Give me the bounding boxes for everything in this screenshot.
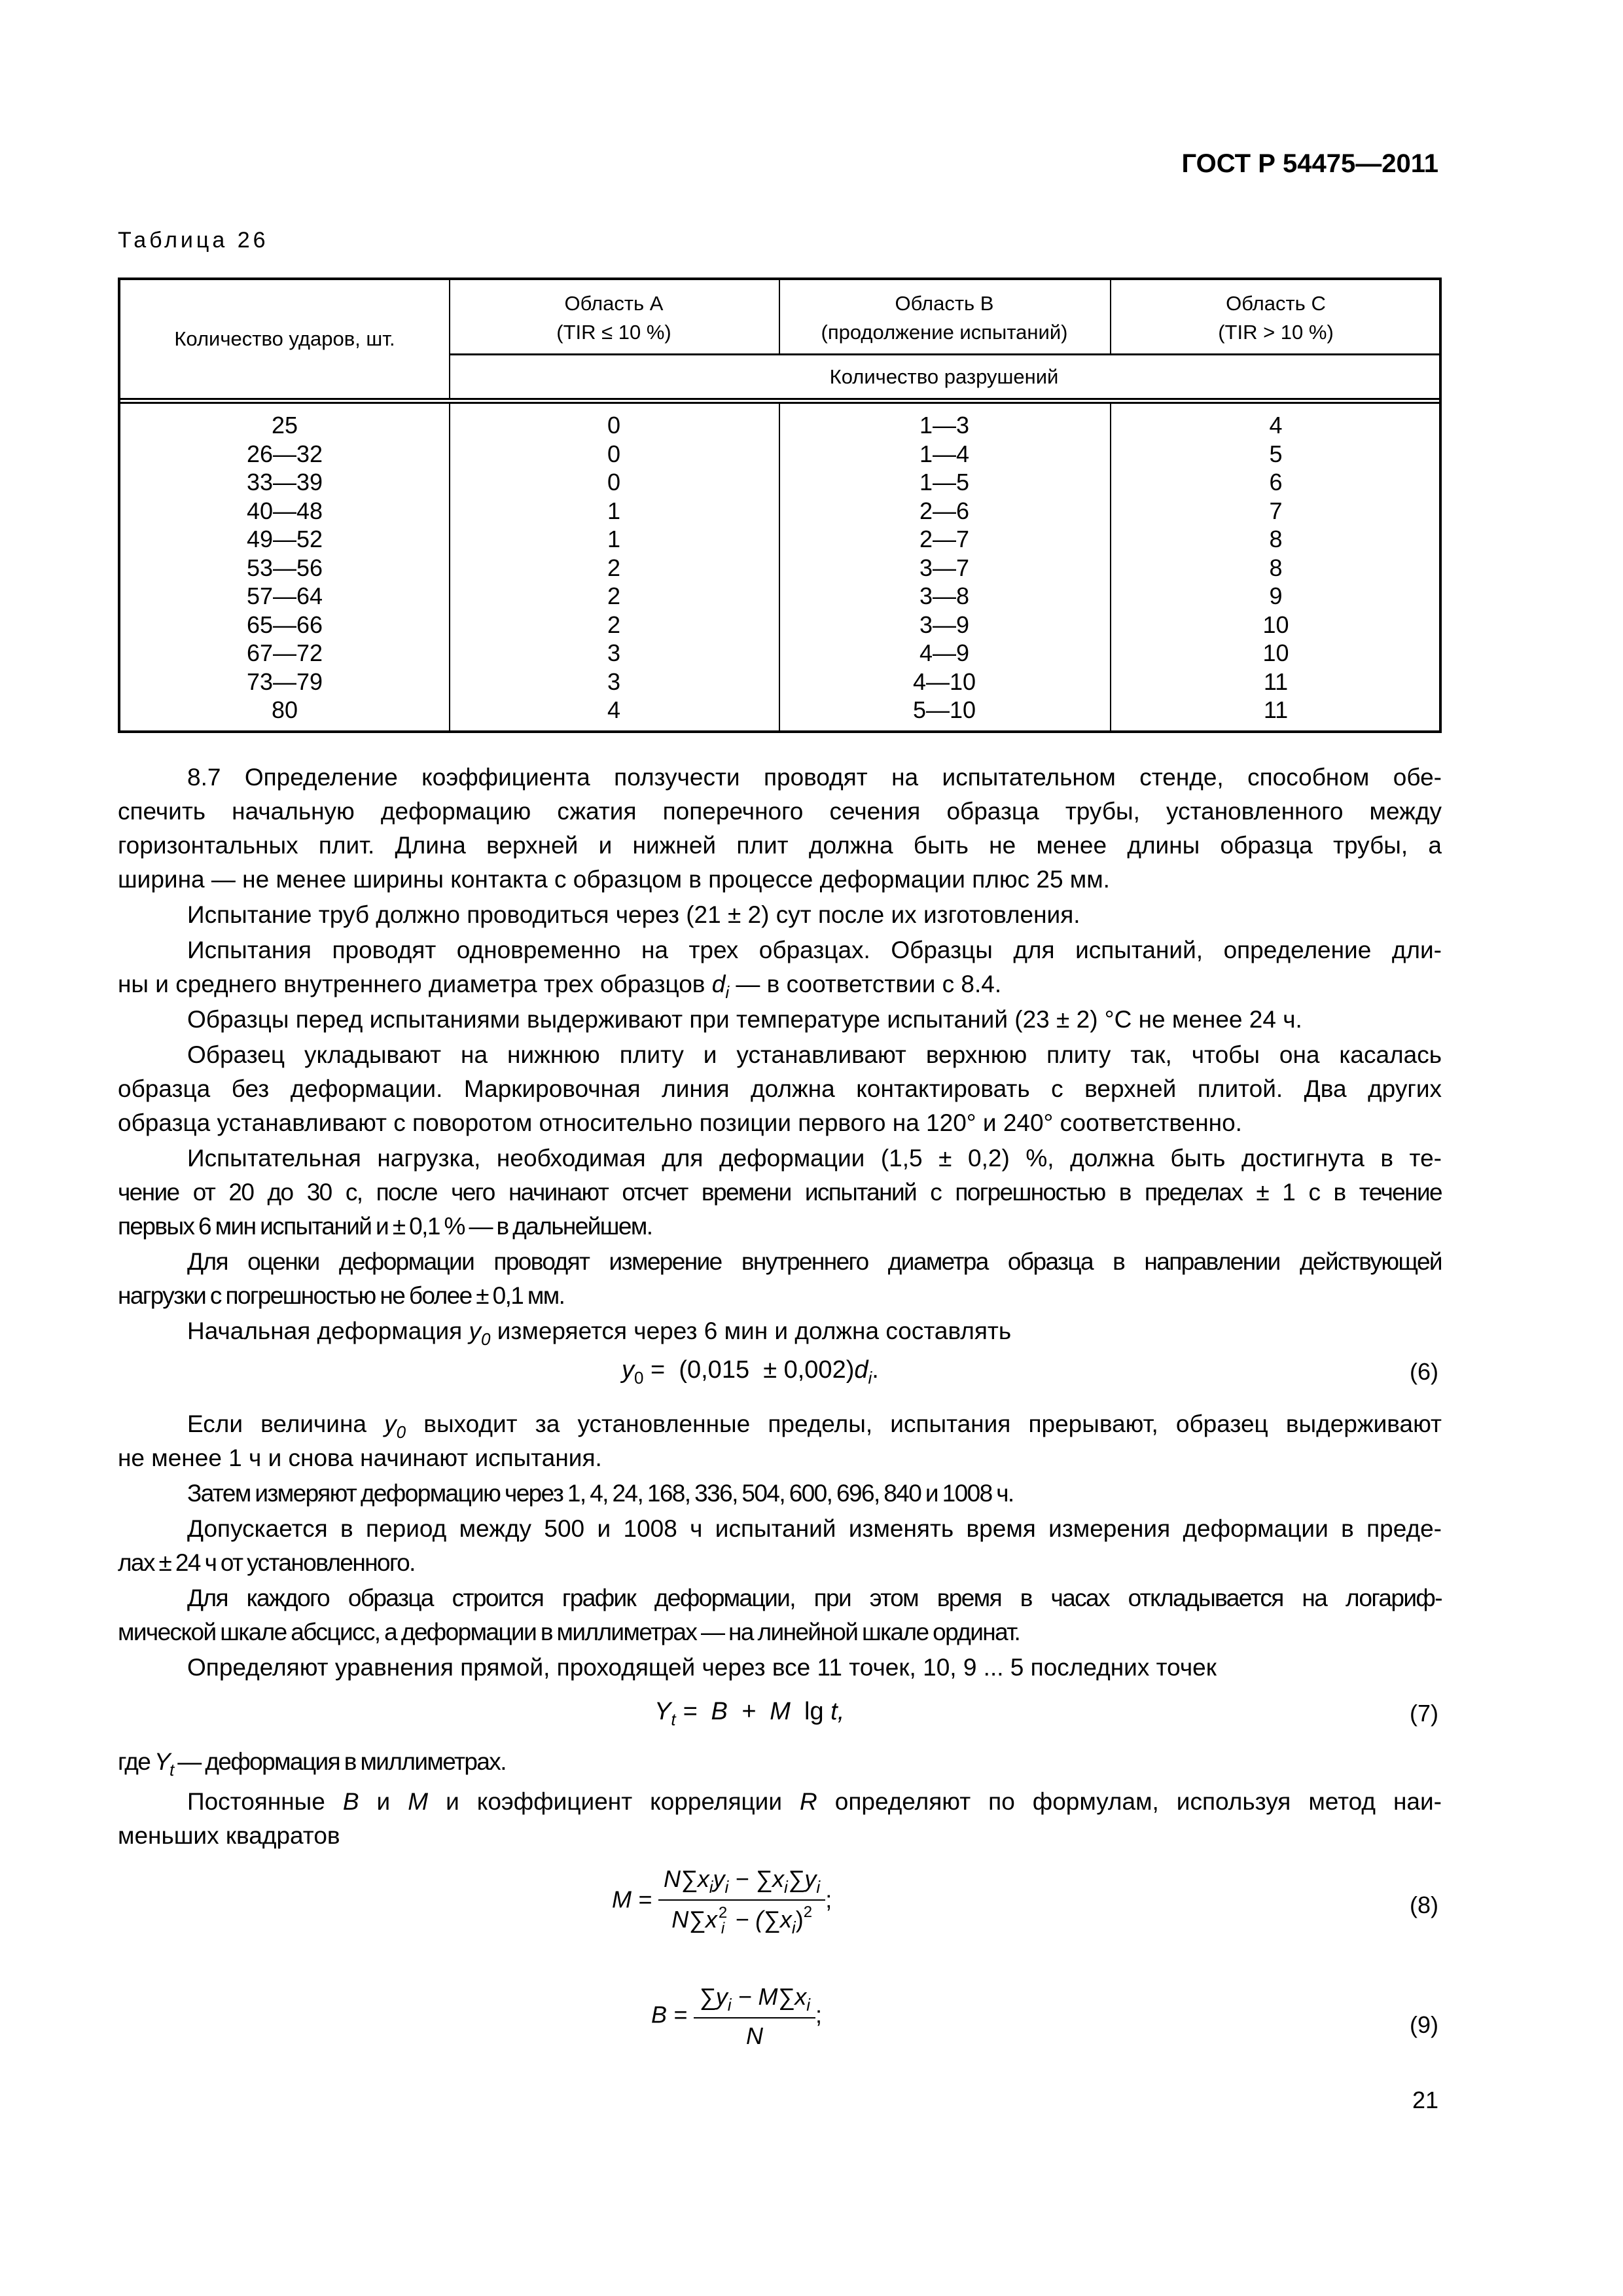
- text-run: образца без деформации. Маркировочная линия должна контактировать с верхней плитой. Два других: [118, 1075, 1442, 1102]
- text-line: [118, 1581, 1442, 1615]
- page-number: 21: [1412, 2087, 1438, 2113]
- formula-end: ;: [815, 2001, 822, 2028]
- table-cell: 0: [607, 412, 621, 439]
- text-run: где: [118, 1748, 154, 1775]
- table-cell: 1: [607, 497, 621, 524]
- paragraph: [118, 1581, 1442, 1649]
- text-run: ны и среднего внутреннего диаметра трех образцов: [118, 971, 712, 997]
- text-run: меньших квадратов: [118, 1822, 340, 1849]
- text-run: 8.7 Определение коэффициента ползучести проводят на испытательном стенде, способном обе-: [187, 764, 1442, 791]
- table-cell: 40—48: [246, 497, 323, 524]
- math-symbol: M: [408, 1788, 429, 1815]
- sup-sub-stack: [719, 1905, 727, 1937]
- equation-number: (7): [1410, 1700, 1438, 1727]
- table-cell: 33—39: [246, 469, 323, 495]
- term: − ∑x: [728, 1865, 784, 1892]
- paragraph: [118, 1745, 1442, 1779]
- text-run: Испытательная нагрузка, необходимая для деформации (1,5 ± 0,2) %, должна быть достигнута в те-: [187, 1145, 1442, 1172]
- table-cell: 80: [271, 696, 298, 723]
- math-symbol: y: [469, 1318, 481, 1344]
- document-code: ГОСТ Р 54475—2011: [1181, 149, 1438, 178]
- text-line: [118, 761, 1442, 795]
- text-line: [118, 1314, 1442, 1348]
- paragraph: [118, 761, 1442, 897]
- term-sub: i: [727, 1995, 732, 2015]
- formula-sub: i: [868, 1368, 872, 1388]
- table-cell: 0: [607, 469, 621, 495]
- text-line: [118, 1651, 1442, 1685]
- table-cell: 8: [1269, 526, 1283, 552]
- text-run: Для оценки деформации проводят измерение внутреннего диаметра образца в направлении действующей: [187, 1248, 1442, 1275]
- formula-var: y: [622, 1356, 634, 1384]
- term: y: [713, 1865, 725, 1892]
- table-cell: 3—7: [919, 554, 970, 581]
- text-run: нагрузки с погрешностью не более ± 0,1 мм.: [118, 1282, 565, 1309]
- equation-number: (9): [1410, 2011, 1438, 2038]
- table-cell: 1—4: [919, 440, 970, 467]
- table-cell: 3: [607, 639, 621, 666]
- text-line: [118, 1038, 1442, 1072]
- col-header-title: Область В: [895, 292, 994, 315]
- text-run: лах ± 24 ч от установленного.: [118, 1549, 415, 1576]
- paragraph: [118, 1038, 1442, 1140]
- math-symbol: 0: [481, 1329, 491, 1349]
- table-cell: 53—56: [246, 554, 323, 581]
- fraction: [694, 1983, 815, 2050]
- col-header-impacts: Количество ударов, шт.: [174, 327, 395, 350]
- paragraph: [118, 1785, 1442, 1853]
- paragraph: [118, 1407, 1442, 1475]
- term: ∑y: [699, 1983, 728, 2010]
- formula-lg: lg: [804, 1698, 824, 1725]
- text-line: [118, 1546, 1442, 1580]
- text-run: определяют по формулам, используя метод наи-: [817, 1788, 1442, 1815]
- text-run: Для каждого образца строится график деформации, при этом время в часах откладывается на логариф-: [187, 1585, 1442, 1611]
- table-cell: 7: [1269, 497, 1283, 524]
- table-cell: 8: [1269, 554, 1283, 581]
- paragraph: [118, 1314, 1442, 1348]
- paragraph: [118, 1651, 1442, 1685]
- text-run: выходит за установленные пределы, испытания прерывают, образец выдерживают: [406, 1410, 1442, 1437]
- text-run: Постоянные: [187, 1788, 343, 1815]
- equation-number: (6): [1410, 1358, 1438, 1385]
- table-cell: 25: [271, 412, 298, 439]
- paragraph: [118, 1141, 1442, 1244]
- text-line: [118, 1785, 1442, 1819]
- text-line: [118, 967, 1442, 1001]
- text-line: [118, 1003, 1442, 1037]
- table-cell: 4—9: [919, 639, 970, 666]
- text-line: [118, 863, 1442, 897]
- text-line: [118, 933, 1442, 967]
- table-cell: 1: [607, 526, 621, 552]
- column-area-c: [1110, 411, 1442, 725]
- column-impacts: [120, 411, 449, 725]
- table-cell: 10: [1262, 611, 1289, 638]
- term: N∑x: [671, 1906, 717, 1933]
- text-run: Испытания проводят одновременно на трех образцах. Образцы для испытаний, определение дли-: [187, 937, 1442, 963]
- text-line: [118, 1745, 1442, 1779]
- formula-var: d: [854, 1356, 868, 1384]
- paragraph: [118, 933, 1442, 1001]
- text-run: первых 6 мин испытаний и ± 0,1 % — в дальнейшем.: [118, 1213, 652, 1240]
- table-cell: 10: [1262, 639, 1289, 666]
- table-cell: 9: [1269, 583, 1283, 609]
- term-sup: 2: [803, 1903, 813, 1921]
- text-line: [118, 1512, 1442, 1546]
- text-run: чение от 20 до 30 с, после чего начинают отсчет времени испытаний с погрешностью в пределах ± 1 с в течение: [118, 1179, 1442, 1206]
- math-symbol: i: [725, 982, 730, 1002]
- header-divider: [449, 353, 1439, 355]
- text-run: Затем измеряют деформацию через 1, 4, 24, 168, 336, 504, 600, 696, 840 и 1008 ч.: [187, 1480, 1014, 1507]
- table-cell: 5: [1269, 440, 1283, 467]
- table-cell: 6: [1269, 469, 1283, 495]
- paragraph: [118, 1477, 1442, 1511]
- text-run: не менее 1 ч и снова начинают испытания.: [118, 1444, 602, 1471]
- text-line: [118, 829, 1442, 863]
- formula-lhs: B =: [651, 2001, 688, 2028]
- text-run: Начальная деформация: [187, 1318, 469, 1344]
- math-symbol: Y: [154, 1748, 169, 1775]
- text-line: [118, 1141, 1442, 1175]
- text-line: [118, 1477, 1442, 1511]
- text-run: Определяют уравнения прямой, проходящей через все 11 точек, 10, 9 ... 5 последних точек: [187, 1654, 1217, 1681]
- table-cell: 3: [607, 668, 621, 695]
- text-line: [118, 1210, 1442, 1244]
- data-table: [118, 278, 1442, 733]
- math-symbol: y: [384, 1410, 397, 1437]
- text-run: горизонтальных плит. Длина верхней и нижней плит должна быть не менее длины образца трубы, а: [118, 832, 1442, 859]
- text-run: Если величина: [187, 1410, 385, 1437]
- table-cell: 4: [607, 696, 621, 723]
- paragraph: [118, 1003, 1442, 1037]
- numerator: [658, 1865, 825, 1901]
- table-cell: 67—72: [246, 639, 323, 666]
- term-sup: 2: [718, 1904, 728, 1922]
- math-symbol: d: [711, 971, 726, 997]
- table-cell: 4—10: [912, 668, 976, 695]
- text-run: ширина — не менее ширины контакта с образцом в процессе деформации плюс 25 мм.: [118, 866, 1110, 893]
- text-line: [118, 1175, 1442, 1210]
- term-sub: i: [724, 1877, 729, 1897]
- math-symbol: t: [169, 1760, 173, 1780]
- term-sub: i: [783, 1877, 788, 1897]
- formula-body: = (0,015 ± 0,002): [643, 1356, 855, 1384]
- paragraph: [118, 898, 1442, 932]
- table-cell: 65—66: [246, 611, 323, 638]
- text-run: образца устанавливают с поворотом относительно позиции первого на 120° и 240° соответственно.: [118, 1109, 1242, 1136]
- text-run: и коэффициент корреляции: [428, 1788, 800, 1815]
- formula-6: [622, 1356, 879, 1386]
- equation-number: (8): [1410, 1892, 1438, 1918]
- text-run: измеряется через 6 мин и должна составлять: [490, 1318, 1012, 1344]
- text-line: [118, 898, 1442, 932]
- column-area-b: [779, 411, 1110, 725]
- term-sub: i: [709, 1877, 713, 1897]
- col-header-area-a: [449, 289, 779, 347]
- table-cell: 3—8: [919, 583, 970, 609]
- math-symbol: B: [342, 1788, 359, 1815]
- table-cell: 57—64: [246, 583, 323, 609]
- table-cell: 1—5: [919, 469, 970, 495]
- text-run: — в соответствии с 8.4.: [729, 971, 1002, 997]
- table-cell: 73—79: [246, 668, 323, 695]
- col-header-title: Область С: [1226, 292, 1326, 315]
- fraction: [658, 1865, 825, 1937]
- table-cell: 11: [1263, 668, 1289, 695]
- math-symbol: 0: [396, 1422, 406, 1442]
- term: − M∑x: [731, 1983, 807, 2010]
- formula-var: Y: [654, 1698, 671, 1725]
- text-run: — деформация в миллиметрах.: [173, 1748, 506, 1775]
- table-cell: 2: [607, 611, 621, 638]
- header-double-line: [120, 398, 1439, 404]
- formula-7: [654, 1698, 844, 1728]
- text-run: спечить начальную деформацию сжатия поперечного сечения образца трубы, установленного между: [118, 798, 1442, 825]
- denominator: [658, 1901, 825, 1937]
- text-run: и: [359, 1788, 408, 1815]
- term: ): [795, 1906, 804, 1933]
- group-header-failures: Количество разрушений: [829, 365, 1059, 388]
- term: ∑y: [787, 1865, 817, 1892]
- col-header-sub: (TIR ≤ 10 %): [556, 321, 671, 344]
- text-run: мической шкале абсцисс, а деформации в миллиметрах — на линейной шкале ординат.: [118, 1619, 1020, 1645]
- text-run: Допускается в период между 500 и 1008 ч испытаний изменять время измерения деформации в преде-: [187, 1515, 1442, 1542]
- text-run: Образец укладывают на нижнюю плиту и устанавливают верхнюю плиту так, чтобы она касалась: [187, 1041, 1442, 1068]
- formula-9: [651, 1983, 822, 2050]
- table-caption: Таблица 26: [118, 228, 269, 253]
- col-header-sub: (продолжение испытаний): [821, 321, 1068, 344]
- col-header-title: Область А: [564, 292, 664, 315]
- col-header-sub: (TIR > 10 %): [1218, 321, 1334, 344]
- table-cell: 2—7: [919, 526, 970, 552]
- formula-lhs: M =: [612, 1886, 652, 1913]
- term-sub: i: [816, 1877, 821, 1897]
- table-cell: 4: [1269, 412, 1283, 439]
- text-line: [118, 1615, 1442, 1649]
- text-line: [118, 1245, 1442, 1279]
- table-cell: 26—32: [246, 440, 323, 467]
- table-cell: 1—3: [919, 412, 970, 439]
- text-line: [118, 1441, 1442, 1475]
- term-sub: i: [791, 1918, 796, 1937]
- text-line: [118, 1072, 1442, 1106]
- table-cell: 0: [607, 440, 621, 467]
- text-line: [118, 795, 1442, 829]
- column-area-a: [449, 411, 779, 725]
- text-line: [118, 1106, 1442, 1140]
- math-symbol: R: [800, 1788, 817, 1815]
- text-line: [118, 1819, 1442, 1853]
- denominator: N: [746, 2022, 764, 2049]
- term: N∑x: [664, 1865, 709, 1892]
- text-line: [118, 1407, 1442, 1441]
- formula-body: = B + M: [675, 1698, 804, 1725]
- formula-end: ;: [825, 1886, 832, 1913]
- table-cell: 3—9: [919, 611, 970, 638]
- term-sub: i: [721, 1920, 725, 1938]
- table-cell: 2—6: [919, 497, 970, 524]
- term-sub: i: [806, 1995, 810, 2015]
- numerator: [694, 1983, 815, 2018]
- paragraph: [118, 1245, 1442, 1313]
- formula-arg: t,: [823, 1698, 845, 1725]
- table-cell: 49—52: [246, 526, 323, 552]
- formula-sub: 0: [634, 1368, 644, 1388]
- table-cell: 2: [607, 583, 621, 609]
- table-cell: 11: [1263, 696, 1289, 723]
- formula-8: [612, 1865, 832, 1937]
- table-cell: 2: [607, 554, 621, 581]
- col-header-area-c: [1110, 289, 1442, 347]
- text-run: Испытание труб должно проводиться через (21 ± 2) сут после их изготовления.: [187, 901, 1080, 928]
- table-cell: 5—10: [912, 696, 976, 723]
- col-header-area-b: [779, 289, 1110, 347]
- text-run: Образцы перед испытаниями выдерживают при температуре испытаний (23 ± 2) °С не менее 24 ч.: [187, 1006, 1302, 1033]
- text-line: [118, 1279, 1442, 1313]
- paragraph: [118, 1512, 1442, 1580]
- formula-end: .: [872, 1356, 879, 1384]
- formula-sub: t: [671, 1710, 676, 1729]
- term: − (∑x: [728, 1906, 792, 1933]
